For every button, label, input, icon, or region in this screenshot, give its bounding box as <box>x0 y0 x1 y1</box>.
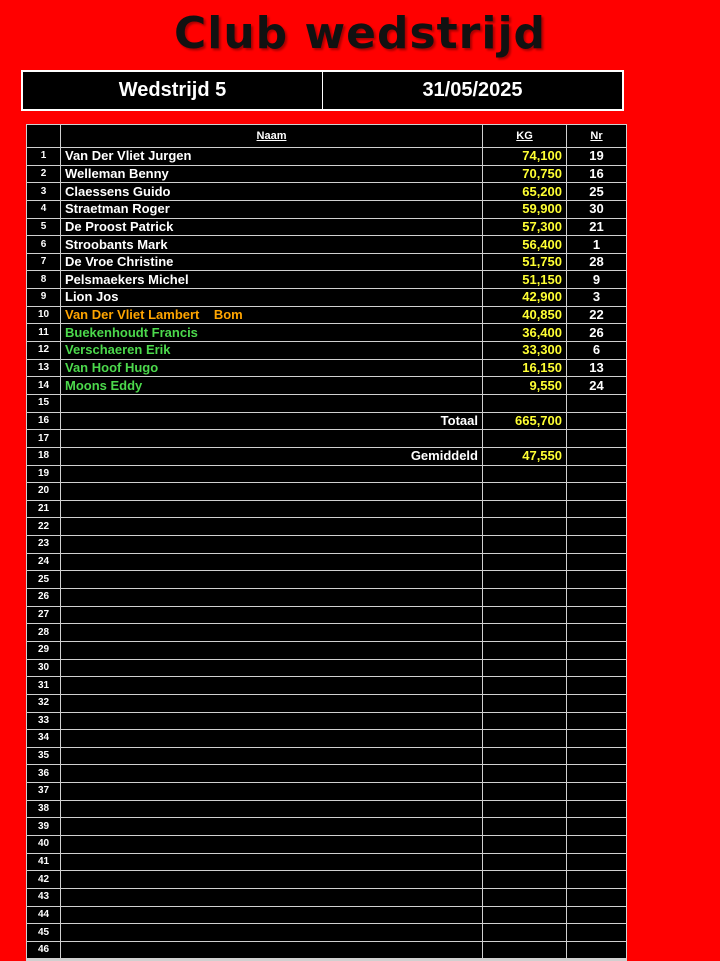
nr-cell <box>567 677 627 695</box>
row-number-cell: 29 <box>27 641 61 659</box>
page-title: Club wedstrijd <box>173 8 547 59</box>
row-number-cell: 45 <box>27 924 61 942</box>
name-cell <box>61 765 483 783</box>
nr-cell <box>567 906 627 924</box>
name-cell: De Vroe Christine <box>61 253 483 271</box>
name-cell <box>61 835 483 853</box>
name-cell <box>61 747 483 765</box>
nr-cell <box>567 853 627 871</box>
name-cell <box>61 694 483 712</box>
table-row <box>27 835 627 853</box>
kg-cell <box>483 465 567 483</box>
name-cell <box>61 818 483 836</box>
row-number-cell: 3 <box>27 183 61 201</box>
row-number-cell: 28 <box>27 624 61 642</box>
nr-cell <box>567 589 627 607</box>
table-row <box>27 218 627 236</box>
kg-cell: 40,850 <box>483 306 567 324</box>
kg-cell <box>483 483 567 501</box>
row-number-cell: 25 <box>27 571 61 589</box>
nr-cell: 3 <box>567 289 627 307</box>
kg-cell: 16,150 <box>483 359 567 377</box>
nr-cell <box>567 606 627 624</box>
table-row <box>27 500 627 518</box>
rank-column-header <box>27 125 61 148</box>
kg-cell: 51,150 <box>483 271 567 289</box>
kg-cell <box>483 553 567 571</box>
name-cell <box>61 500 483 518</box>
kg-cell <box>483 606 567 624</box>
table-row <box>27 871 627 889</box>
name-cell <box>61 394 483 412</box>
row-number-cell: 22 <box>27 518 61 536</box>
average-value: 47,550 <box>483 447 567 465</box>
name-cell: Buekenhoudt Francis <box>61 324 483 342</box>
nr-cell: 24 <box>567 377 627 395</box>
row-number-cell: 42 <box>27 871 61 889</box>
row-number-cell: 20 <box>27 483 61 501</box>
table-header-row <box>27 125 627 148</box>
row-number-cell: 41 <box>27 853 61 871</box>
row-number-cell: 13 <box>27 359 61 377</box>
nr-cell <box>567 412 627 430</box>
row-number-cell: 17 <box>27 430 61 448</box>
nr-cell <box>567 835 627 853</box>
nr-cell <box>567 430 627 448</box>
name-cell <box>61 783 483 801</box>
kg-cell: 36,400 <box>483 324 567 342</box>
table-row <box>27 906 627 924</box>
nr-cell: 28 <box>567 253 627 271</box>
table-row <box>27 236 627 254</box>
table-row <box>27 747 627 765</box>
row-number-cell: 38 <box>27 800 61 818</box>
kg-cell <box>483 924 567 942</box>
kg-cell <box>483 888 567 906</box>
kg-cell <box>483 659 567 677</box>
row-number-cell: 36 <box>27 765 61 783</box>
nr-cell: 1 <box>567 236 627 254</box>
nr-cell: 30 <box>567 200 627 218</box>
kg-cell <box>483 571 567 589</box>
kg-cell: 33,300 <box>483 342 567 360</box>
kg-cell <box>483 694 567 712</box>
name-cell <box>61 941 483 960</box>
table-row <box>27 148 627 166</box>
kg-cell <box>483 641 567 659</box>
kg-cell <box>483 800 567 818</box>
name-cell <box>61 430 483 448</box>
row-number-cell: 5 <box>27 218 61 236</box>
nr-cell <box>567 941 627 960</box>
kg-cell: 59,900 <box>483 200 567 218</box>
name-cell <box>61 924 483 942</box>
kg-cell <box>483 624 567 642</box>
row-number-cell: 16 <box>27 412 61 430</box>
row-number-cell: 2 <box>27 165 61 183</box>
kg-cell: 42,900 <box>483 289 567 307</box>
nr-cell <box>567 500 627 518</box>
nr-cell <box>567 871 627 889</box>
table-row <box>27 641 627 659</box>
table-row <box>27 730 627 748</box>
name-cell: Pelsmaekers Michel <box>61 271 483 289</box>
name-cell <box>61 606 483 624</box>
row-number-cell: 12 <box>27 342 61 360</box>
row-number-cell: 46 <box>27 941 61 960</box>
nr-cell: 25 <box>567 183 627 201</box>
row-number-cell: 23 <box>27 536 61 554</box>
name-cell <box>61 800 483 818</box>
kg-cell <box>483 536 567 554</box>
name-cell <box>61 906 483 924</box>
name-cell: Welleman Benny <box>61 165 483 183</box>
name-cell <box>61 465 483 483</box>
total-label: Totaal <box>61 412 483 430</box>
table-row <box>27 324 627 342</box>
kg-cell <box>483 941 567 960</box>
name-cell <box>61 677 483 695</box>
table-row <box>27 518 627 536</box>
table-row <box>27 818 627 836</box>
table-row <box>27 677 627 695</box>
nr-cell <box>567 765 627 783</box>
table-row <box>27 253 627 271</box>
match-date: 31/05/2025 <box>322 72 622 109</box>
kg-cell: 56,400 <box>483 236 567 254</box>
nr-cell <box>567 730 627 748</box>
nr-cell <box>567 536 627 554</box>
table-row <box>27 430 627 448</box>
table-row <box>27 289 627 307</box>
name-cell <box>61 483 483 501</box>
row-number-cell: 19 <box>27 465 61 483</box>
nr-cell <box>567 712 627 730</box>
row-number-cell: 43 <box>27 888 61 906</box>
table-row <box>27 624 627 642</box>
row-number-cell: 15 <box>27 394 61 412</box>
table-row <box>27 571 627 589</box>
nr-cell <box>567 694 627 712</box>
nr-cell <box>567 641 627 659</box>
kg-cell <box>483 518 567 536</box>
nr-cell: 26 <box>567 324 627 342</box>
name-cell: Stroobants Mark <box>61 236 483 254</box>
average-label: Gemiddeld <box>61 447 483 465</box>
kg-cell <box>483 500 567 518</box>
nr-cell <box>567 518 627 536</box>
kg-cell <box>483 765 567 783</box>
name-cell <box>61 518 483 536</box>
nr-cell <box>567 465 627 483</box>
results-table-container <box>26 124 626 961</box>
name-cell: Moons Eddy <box>61 377 483 395</box>
table-row <box>27 394 627 412</box>
kg-cell <box>483 747 567 765</box>
row-number-cell: 26 <box>27 589 61 607</box>
name-cell <box>61 712 483 730</box>
nr-cell: 13 <box>567 359 627 377</box>
row-number-cell: 14 <box>27 377 61 395</box>
row-number-cell: 35 <box>27 747 61 765</box>
nr-cell: 21 <box>567 218 627 236</box>
nr-cell <box>567 553 627 571</box>
kg-cell <box>483 430 567 448</box>
row-number-cell: 30 <box>27 659 61 677</box>
kg-cell <box>483 835 567 853</box>
row-number-cell: 24 <box>27 553 61 571</box>
name-cell <box>61 871 483 889</box>
nr-cell <box>567 571 627 589</box>
table-row <box>27 465 627 483</box>
table-row <box>27 447 627 465</box>
table-row <box>27 694 627 712</box>
row-number-cell: 37 <box>27 783 61 801</box>
table-row <box>27 888 627 906</box>
table-row <box>27 271 627 289</box>
table-row <box>27 183 627 201</box>
row-number-cell: 33 <box>27 712 61 730</box>
kg-cell <box>483 394 567 412</box>
table-row <box>27 783 627 801</box>
nr-column-header: Nr <box>567 125 627 148</box>
table-row <box>27 712 627 730</box>
name-cell <box>61 553 483 571</box>
row-number-cell: 8 <box>27 271 61 289</box>
nr-cell: 22 <box>567 306 627 324</box>
name-cell <box>61 536 483 554</box>
name-cell <box>61 853 483 871</box>
nr-cell: 19 <box>567 148 627 166</box>
row-number-cell: 34 <box>27 730 61 748</box>
row-number-cell: 6 <box>27 236 61 254</box>
kg-cell <box>483 783 567 801</box>
kg-cell: 57,300 <box>483 218 567 236</box>
table-row <box>27 306 627 324</box>
name-cell: Van Hoof Hugo <box>61 359 483 377</box>
kg-cell <box>483 818 567 836</box>
table-row <box>27 606 627 624</box>
table-row <box>27 853 627 871</box>
table-row <box>27 483 627 501</box>
name-cell <box>61 641 483 659</box>
name-cell: Straetman Roger <box>61 200 483 218</box>
kg-cell: 65,200 <box>483 183 567 201</box>
kg-cell <box>483 906 567 924</box>
table-row <box>27 659 627 677</box>
nr-cell <box>567 800 627 818</box>
row-number-cell: 7 <box>27 253 61 271</box>
nr-cell <box>567 924 627 942</box>
name-cell <box>61 589 483 607</box>
name-cell: Van Der Vliet Lambert Bom <box>61 306 483 324</box>
row-number-cell: 10 <box>27 306 61 324</box>
row-number-cell: 40 <box>27 835 61 853</box>
name-cell <box>61 624 483 642</box>
table-row <box>27 553 627 571</box>
row-number-cell: 9 <box>27 289 61 307</box>
match-header <box>21 70 624 111</box>
table-row <box>27 765 627 783</box>
row-number-cell: 21 <box>27 500 61 518</box>
table-body <box>27 148 627 960</box>
row-number-cell: 32 <box>27 694 61 712</box>
row-number-cell: 44 <box>27 906 61 924</box>
total-value: 665,700 <box>483 412 567 430</box>
kg-column-header: KG <box>483 125 567 148</box>
kg-cell <box>483 871 567 889</box>
nr-cell: 16 <box>567 165 627 183</box>
row-number-cell: 18 <box>27 447 61 465</box>
nr-cell <box>567 818 627 836</box>
name-cell: Lion Jos <box>61 289 483 307</box>
table-row <box>27 200 627 218</box>
name-cell <box>61 730 483 748</box>
table-row <box>27 941 627 960</box>
kg-cell: 9,550 <box>483 377 567 395</box>
table-row <box>27 359 627 377</box>
kg-cell: 70,750 <box>483 165 567 183</box>
nr-cell <box>567 483 627 501</box>
row-number-cell: 4 <box>27 200 61 218</box>
row-number-cell: 39 <box>27 818 61 836</box>
nr-cell: 6 <box>567 342 627 360</box>
match-label: Wedstrijd 5 <box>118 79 227 101</box>
row-number-cell: 1 <box>27 148 61 166</box>
kg-cell: 74,100 <box>483 148 567 166</box>
name-cell: Verschaeren Erik <box>61 342 483 360</box>
row-number-cell: 11 <box>27 324 61 342</box>
kg-cell <box>483 712 567 730</box>
table-row <box>27 342 627 360</box>
name-cell <box>61 571 483 589</box>
row-number-cell: 31 <box>27 677 61 695</box>
table-row <box>27 800 627 818</box>
nr-cell <box>567 888 627 906</box>
kg-cell: 51,750 <box>483 253 567 271</box>
name-cell: Claessens Guido <box>61 183 483 201</box>
table-row <box>27 924 627 942</box>
results-table <box>26 124 627 961</box>
name-column-header: Naam <box>61 125 483 148</box>
nr-cell <box>567 747 627 765</box>
nr-cell <box>567 394 627 412</box>
table-row <box>27 377 627 395</box>
name-cell <box>61 659 483 677</box>
table-row <box>27 165 627 183</box>
nr-cell: 9 <box>567 271 627 289</box>
kg-cell <box>483 730 567 748</box>
table-row <box>27 589 627 607</box>
kg-cell <box>483 677 567 695</box>
table-row <box>27 536 627 554</box>
kg-cell <box>483 589 567 607</box>
row-number-cell: 27 <box>27 606 61 624</box>
nr-cell <box>567 447 627 465</box>
name-cell <box>61 888 483 906</box>
name-cell: De Proost Patrick <box>61 218 483 236</box>
nr-cell <box>567 624 627 642</box>
nr-cell <box>567 783 627 801</box>
kg-cell <box>483 853 567 871</box>
name-cell: Van Der Vliet Jurgen <box>61 148 483 166</box>
table-row <box>27 412 627 430</box>
nr-cell <box>567 659 627 677</box>
